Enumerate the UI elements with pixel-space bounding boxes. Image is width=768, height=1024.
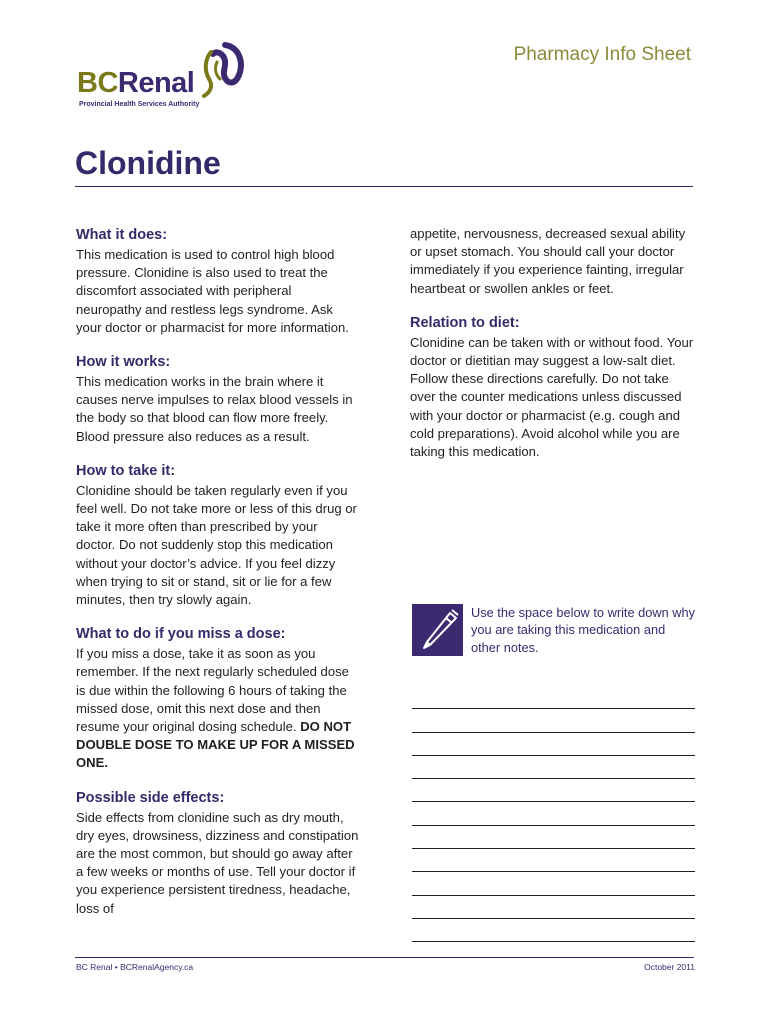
section-body: Clonidine should be taken regularly even if you feel well. Do not take more or less of this drug or take it more often than prescribed by your doctor. Do not suddenly stop this medication without your doctor’s advice. If you feel dizzy when trying to sit or stand, sit or lie for a few minutes, then try slowly again. <box>76 482 357 608</box>
note-line[interactable] <box>412 849 695 872</box>
note-line[interactable] <box>412 896 695 919</box>
note-line[interactable] <box>412 733 695 756</box>
section-body: Side effects from clonidine such as dry mouth, dry eyes, drowsiness, dizziness and constipation are the most common, but should go away after a few weeks or months of use. Tell your doctor if you experience persistent tiredness, headache, loss of <box>76 809 359 916</box>
section-what-it-does <box>76 226 360 337</box>
section-heading: How to take it: <box>76 462 176 479</box>
section-missed-dose <box>76 625 360 772</box>
section-heading: How it works: <box>76 354 171 371</box>
section-body: appetite, nervousness, decreased sexual ability or upset stomach. You should call your doctor immediately if you experience fainting, irregular heartbeat or swollen ankles or feet. <box>410 226 686 296</box>
page-title: Clonidine <box>75 145 221 181</box>
logo-bc-text: BC <box>77 67 118 99</box>
title-divider <box>75 186 693 187</box>
section-side-effects-continued <box>410 225 696 298</box>
logo-renal-text: Renal <box>117 67 195 99</box>
missed-dose-warning: DO NOT DOUBLE DOSE TO MAKE UP FOR A MISSED ONE. <box>76 719 355 771</box>
note-line[interactable] <box>412 826 695 849</box>
missed-dose-text: If you miss a dose, take it as soon as you remember. If the next regularly scheduled dose is due within the following 6 hours of taking the missed dose, omit this next dose and then resume your original dosing schedule. <box>76 646 349 735</box>
bc-renal-logo <box>77 40 247 112</box>
footer-date: October 2011 <box>644 962 695 972</box>
left-column <box>76 226 360 934</box>
section-side-effects <box>76 789 360 918</box>
footer-source: BC Renal • BCRenalAgency.ca <box>76 962 194 972</box>
logo-wordmark <box>77 69 194 98</box>
notes-lines[interactable] <box>412 686 695 942</box>
notes-prompt <box>412 601 694 657</box>
section-heading: Possible side effects: <box>76 789 225 806</box>
section-body: This medication works in the brain where it causes nerve impulses to relax blood vessels in the body so that blood can flow more freely. Blood pressure also reduces as a result. <box>76 374 353 444</box>
sheet-type-label: Pharmacy Info Sheet <box>513 44 691 65</box>
note-line[interactable] <box>412 919 695 942</box>
logo-subtitle: Provincial Health Services Authority <box>79 101 200 108</box>
kidney-logo-icon <box>195 42 245 98</box>
section-heading: What it does: <box>76 227 168 243</box>
section-diet <box>410 314 696 461</box>
section-body: This medication is used to control high blood pressure. Clonidine is also used to treat the discomfort associated with peripheral neuropathy and restless legs syndrome. Ask your doctor or pharmacist for more information. <box>76 247 349 335</box>
notes-prompt-text: Use the space below to write down why you are taking this medication and other notes. <box>471 605 696 655</box>
note-line[interactable] <box>412 872 695 895</box>
section-body: Clonidine can be taken with or without food. Your doctor or dietitian may suggest a low-salt diet. Follow these directions carefully. Do not take over the counter medications unless discussed with your doctor or pharmacist (e.g. cough and cold preparations). Avoid alcohol while you are taking this medication. <box>410 334 694 460</box>
section-how-to-take <box>76 462 360 609</box>
footer-divider <box>75 957 694 958</box>
section-how-it-works <box>76 353 360 446</box>
note-line[interactable] <box>412 756 695 779</box>
note-line[interactable] <box>412 779 695 802</box>
note-line[interactable] <box>412 709 695 732</box>
section-body <box>76 645 360 772</box>
right-column <box>410 225 696 477</box>
note-line[interactable] <box>412 802 695 825</box>
section-heading: What to do if you miss a dose: <box>76 626 286 643</box>
section-heading: Relation to diet: <box>410 314 520 331</box>
pencil-icon <box>412 604 463 656</box>
note-line[interactable] <box>412 686 695 709</box>
